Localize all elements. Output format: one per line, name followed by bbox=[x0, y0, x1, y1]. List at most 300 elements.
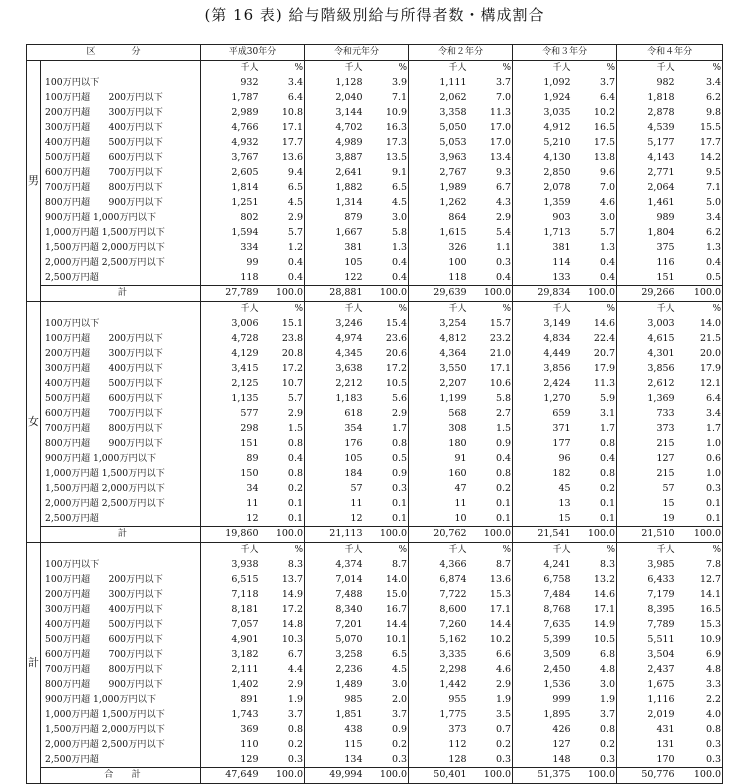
unit-count: 千人 bbox=[344, 304, 363, 315]
percent-cell: 9.8 bbox=[677, 106, 723, 121]
count-cell: 8,395 bbox=[647, 604, 675, 616]
total-count-cell: 50,776 bbox=[617, 768, 677, 784]
band-label: 800万円超 900万円以下 bbox=[41, 436, 201, 451]
percent-cell: 0.3 bbox=[677, 481, 723, 496]
count-cell: 659 bbox=[552, 407, 571, 419]
percent-cell: 17.5 bbox=[573, 136, 617, 151]
percent-cell: 0.8 bbox=[573, 722, 617, 737]
count-cell: 326 bbox=[448, 241, 467, 253]
total-percent-cell: 100.0 bbox=[261, 527, 305, 543]
count-cell: 105 bbox=[344, 256, 363, 268]
percent-cell: 0.8 bbox=[261, 722, 305, 737]
count-cell: 999 bbox=[552, 693, 571, 705]
count-cell: 91 bbox=[454, 452, 467, 464]
percent-cell: 0.2 bbox=[469, 737, 513, 752]
unit-row bbox=[27, 542, 723, 557]
unit-count: 千人 bbox=[552, 304, 571, 315]
table-row bbox=[27, 317, 723, 332]
count-cell: 1,128 bbox=[335, 77, 363, 89]
percent-cell: 3.5 bbox=[469, 707, 513, 722]
count-cell: 5,511 bbox=[647, 634, 675, 646]
percent-cell: 0.3 bbox=[261, 752, 305, 767]
total-count-cell: 49,994 bbox=[305, 768, 365, 784]
percent-cell: 14.1 bbox=[677, 588, 723, 603]
count-cell: 1,461 bbox=[647, 196, 675, 208]
percent-cell: 0.3 bbox=[469, 255, 513, 270]
count-cell: 3,258 bbox=[335, 648, 363, 660]
total-percent-cell: 100.0 bbox=[365, 527, 409, 543]
unit-count: 千人 bbox=[240, 304, 259, 315]
percent-cell: 14.8 bbox=[261, 618, 305, 633]
total-count-cell: 21,541 bbox=[513, 527, 573, 543]
band-label: 700万円超 800万円以下 bbox=[41, 180, 201, 195]
percent-cell: 14.9 bbox=[573, 618, 617, 633]
blank-cell bbox=[41, 60, 201, 75]
percent-cell: 10.1 bbox=[365, 633, 409, 648]
count-cell: 802 bbox=[240, 211, 259, 223]
count-cell: 7,057 bbox=[231, 619, 259, 631]
count-cell: 618 bbox=[344, 407, 363, 419]
percent-cell: 0.4 bbox=[261, 270, 305, 285]
table-row bbox=[27, 588, 723, 603]
count-cell: 381 bbox=[552, 241, 571, 253]
table-row bbox=[27, 752, 723, 767]
count-cell: 1,314 bbox=[335, 196, 363, 208]
total-count-cell: 19,860 bbox=[201, 527, 261, 543]
percent-cell: 0.2 bbox=[469, 481, 513, 496]
percent-cell: 0.4 bbox=[261, 255, 305, 270]
percent-cell: 6.4 bbox=[573, 91, 617, 106]
percent-cell: 23.2 bbox=[469, 332, 513, 347]
percent-cell: 2.9 bbox=[261, 407, 305, 422]
percent-cell: 17.0 bbox=[469, 121, 513, 136]
percent-cell: 3.4 bbox=[261, 76, 305, 91]
count-cell: 3,246 bbox=[335, 318, 363, 330]
percent-cell: 16.7 bbox=[365, 603, 409, 618]
percent-cell: 0.1 bbox=[365, 511, 409, 526]
year-header: 令和３年分 bbox=[513, 45, 617, 61]
percent-cell: 0.1 bbox=[469, 511, 513, 526]
percent-cell: 15.3 bbox=[469, 588, 513, 603]
total-count-cell: 28,881 bbox=[305, 286, 365, 302]
count-cell: 3,254 bbox=[439, 318, 467, 330]
count-cell: 8,181 bbox=[231, 604, 259, 616]
band-label: 1,500万円超 2,000万円以下 bbox=[41, 481, 201, 496]
table-row bbox=[27, 436, 723, 451]
percent-cell: 0.4 bbox=[573, 451, 617, 466]
total-row bbox=[27, 286, 723, 302]
unit-percent: % bbox=[365, 60, 409, 75]
table-row bbox=[27, 195, 723, 210]
percent-cell: 16.3 bbox=[365, 121, 409, 136]
percent-cell: 5.8 bbox=[365, 225, 409, 240]
percent-cell: 10.3 bbox=[261, 633, 305, 648]
count-cell: 864 bbox=[448, 211, 467, 223]
percent-cell: 5.8 bbox=[469, 392, 513, 407]
percent-cell: 20.6 bbox=[365, 347, 409, 362]
band-label: 2,000万円超 2,500万円以下 bbox=[41, 255, 201, 270]
percent-cell: 17.3 bbox=[365, 136, 409, 151]
table-row bbox=[27, 481, 723, 496]
count-cell: 134 bbox=[344, 753, 363, 765]
count-cell: 375 bbox=[656, 241, 675, 253]
percent-cell: 3.7 bbox=[469, 76, 513, 91]
count-cell: 6,433 bbox=[647, 574, 675, 586]
count-cell: 15 bbox=[558, 512, 571, 524]
percent-cell: 10.7 bbox=[261, 377, 305, 392]
total-row bbox=[27, 527, 723, 543]
count-cell: 129 bbox=[240, 753, 259, 765]
count-cell: 118 bbox=[240, 271, 259, 283]
percent-cell: 14.0 bbox=[365, 573, 409, 588]
percent-cell: 2.9 bbox=[469, 210, 513, 225]
total-count-cell: 29,639 bbox=[409, 286, 469, 302]
percent-cell: 15.1 bbox=[261, 317, 305, 332]
count-cell: 2,062 bbox=[439, 92, 467, 104]
percent-cell: 0.1 bbox=[261, 511, 305, 526]
total-percent-cell: 100.0 bbox=[573, 527, 617, 543]
percent-cell: 5.0 bbox=[677, 195, 723, 210]
percent-cell: 4.5 bbox=[365, 662, 409, 677]
percent-cell: 14.4 bbox=[365, 618, 409, 633]
percent-cell: 0.1 bbox=[677, 496, 723, 511]
percent-cell: 13.6 bbox=[469, 573, 513, 588]
percent-cell: 17.2 bbox=[261, 362, 305, 377]
band-label: 100万円以下 bbox=[41, 558, 201, 573]
percent-cell: 7.8 bbox=[677, 558, 723, 573]
count-cell: 215 bbox=[656, 437, 675, 449]
percent-cell: 3.7 bbox=[573, 76, 617, 91]
count-cell: 57 bbox=[350, 482, 363, 494]
total-count-cell: 21,510 bbox=[617, 527, 677, 543]
count-cell: 4,834 bbox=[543, 333, 571, 345]
count-cell: 3,149 bbox=[543, 318, 571, 330]
percent-cell: 17.2 bbox=[261, 603, 305, 618]
count-cell: 5,210 bbox=[543, 137, 571, 149]
percent-cell: 14.6 bbox=[573, 588, 617, 603]
percent-cell: 6.5 bbox=[261, 180, 305, 195]
percent-cell: 0.7 bbox=[469, 722, 513, 737]
kubun-header: 区 分 bbox=[27, 45, 201, 61]
table-row bbox=[27, 180, 723, 195]
band-label: 2,000万円超 2,500万円以下 bbox=[41, 737, 201, 752]
count-cell: 989 bbox=[656, 211, 675, 223]
count-cell: 4,989 bbox=[335, 137, 363, 149]
band-label: 900万円超 1,000万円以下 bbox=[41, 451, 201, 466]
count-cell: 2,064 bbox=[647, 181, 675, 193]
count-cell: 3,415 bbox=[231, 363, 259, 375]
unit-percent: % bbox=[261, 542, 305, 557]
year-header: 令和４年分 bbox=[617, 45, 723, 61]
band-label: 1,000万円超 1,500万円以下 bbox=[41, 225, 201, 240]
percent-cell: 6.6 bbox=[469, 648, 513, 663]
band-label: 400万円超 500万円以下 bbox=[41, 136, 201, 151]
count-cell: 1,111 bbox=[439, 77, 467, 89]
percent-cell: 6.4 bbox=[261, 91, 305, 106]
percent-cell: 3.4 bbox=[677, 210, 723, 225]
count-cell: 2,878 bbox=[647, 107, 675, 119]
count-cell: 369 bbox=[240, 723, 259, 735]
count-cell: 160 bbox=[448, 467, 467, 479]
percent-cell: 6.7 bbox=[261, 648, 305, 663]
percent-cell: 4.6 bbox=[573, 195, 617, 210]
percent-cell: 14.6 bbox=[573, 317, 617, 332]
percent-cell: 4.4 bbox=[261, 662, 305, 677]
percent-cell: 0.3 bbox=[469, 752, 513, 767]
band-label: 600万円超 700万円以下 bbox=[41, 407, 201, 422]
count-cell: 7,260 bbox=[439, 619, 467, 631]
count-cell: 1,814 bbox=[231, 181, 259, 193]
band-label: 1,500万円超 2,000万円以下 bbox=[41, 722, 201, 737]
percent-cell: 5.4 bbox=[469, 225, 513, 240]
percent-cell: 10.9 bbox=[677, 633, 723, 648]
count-cell: 1,989 bbox=[439, 181, 467, 193]
percent-cell: 2.9 bbox=[261, 210, 305, 225]
count-cell: 381 bbox=[344, 241, 363, 253]
table-row bbox=[27, 466, 723, 481]
percent-cell: 14.0 bbox=[677, 317, 723, 332]
percent-cell: 1.9 bbox=[261, 692, 305, 707]
percent-cell: 20.0 bbox=[677, 347, 723, 362]
percent-cell: 17.2 bbox=[365, 362, 409, 377]
percent-cell: 3.7 bbox=[261, 707, 305, 722]
count-cell: 2,019 bbox=[647, 708, 675, 720]
unit-count: 千人 bbox=[552, 63, 571, 74]
count-cell: 1,536 bbox=[543, 678, 571, 690]
percent-cell: 17.9 bbox=[573, 362, 617, 377]
percent-cell: 13.5 bbox=[365, 151, 409, 166]
count-cell: 105 bbox=[344, 452, 363, 464]
count-cell: 180 bbox=[448, 437, 467, 449]
band-label: 100万円超 200万円以下 bbox=[41, 91, 201, 106]
count-cell: 2,212 bbox=[335, 378, 363, 390]
unit-count: 千人 bbox=[656, 63, 675, 74]
table-row bbox=[27, 166, 723, 181]
count-cell: 3,887 bbox=[335, 152, 363, 164]
percent-cell: 4.8 bbox=[677, 662, 723, 677]
count-cell: 6,874 bbox=[439, 574, 467, 586]
count-cell: 7,014 bbox=[335, 574, 363, 586]
total-percent-cell: 100.0 bbox=[469, 527, 513, 543]
percent-cell: 0.8 bbox=[469, 466, 513, 481]
unit-count: 千人 bbox=[344, 63, 363, 74]
count-cell: 298 bbox=[240, 422, 259, 434]
count-cell: 2,424 bbox=[543, 378, 571, 390]
table-row bbox=[27, 151, 723, 166]
table-row bbox=[27, 332, 723, 347]
table-row bbox=[27, 421, 723, 436]
band-label: 1,000万円超 1,500万円以下 bbox=[41, 707, 201, 722]
count-cell: 2,437 bbox=[647, 663, 675, 675]
total-percent-cell: 100.0 bbox=[677, 527, 723, 543]
unit-count: 千人 bbox=[656, 304, 675, 315]
unit-percent: % bbox=[573, 542, 617, 557]
count-cell: 96 bbox=[558, 452, 571, 464]
table-row bbox=[27, 210, 723, 225]
count-cell: 1,667 bbox=[335, 226, 363, 238]
count-cell: 8,340 bbox=[335, 604, 363, 616]
percent-cell: 13.6 bbox=[261, 151, 305, 166]
count-cell: 7,722 bbox=[439, 589, 467, 601]
count-cell: 127 bbox=[656, 452, 675, 464]
table-row bbox=[27, 633, 723, 648]
percent-cell: 3.1 bbox=[573, 407, 617, 422]
unit-percent: % bbox=[469, 301, 513, 316]
count-cell: 19 bbox=[662, 512, 675, 524]
band-label: 600万円超 700万円以下 bbox=[41, 648, 201, 663]
total-percent-cell: 100.0 bbox=[469, 286, 513, 302]
total-count-cell: 27,789 bbox=[201, 286, 261, 302]
table-row bbox=[27, 255, 723, 270]
count-cell: 3,035 bbox=[543, 107, 571, 119]
percent-cell: 7.0 bbox=[573, 180, 617, 195]
table-row bbox=[27, 106, 723, 121]
band-label: 1,000万円超 1,500万円以下 bbox=[41, 466, 201, 481]
band-label: 200万円超 300万円以下 bbox=[41, 347, 201, 362]
count-cell: 932 bbox=[240, 77, 259, 89]
percent-cell: 2.9 bbox=[469, 677, 513, 692]
percent-cell: 10.5 bbox=[365, 377, 409, 392]
percent-cell: 0.1 bbox=[365, 496, 409, 511]
percent-cell: 0.4 bbox=[573, 270, 617, 285]
count-cell: 955 bbox=[448, 693, 467, 705]
count-cell: 112 bbox=[448, 738, 467, 750]
count-cell: 2,612 bbox=[647, 378, 675, 390]
percent-cell: 17.7 bbox=[261, 136, 305, 151]
percent-cell: 9.6 bbox=[573, 166, 617, 181]
table-row bbox=[27, 662, 723, 677]
count-cell: 3,335 bbox=[439, 648, 467, 660]
percent-cell: 20.8 bbox=[261, 347, 305, 362]
count-cell: 7,488 bbox=[335, 589, 363, 601]
percent-cell: 3.7 bbox=[365, 707, 409, 722]
count-cell: 7,789 bbox=[647, 619, 675, 631]
unit-row bbox=[27, 301, 723, 316]
count-cell: 177 bbox=[552, 437, 571, 449]
count-cell: 57 bbox=[662, 482, 675, 494]
year-header: 令和２年分 bbox=[409, 45, 513, 61]
percent-cell: 3.0 bbox=[365, 677, 409, 692]
count-cell: 4,449 bbox=[543, 348, 571, 360]
percent-cell: 15.7 bbox=[469, 317, 513, 332]
percent-cell: 1.7 bbox=[573, 421, 617, 436]
count-cell: 3,509 bbox=[543, 648, 571, 660]
count-cell: 4,912 bbox=[543, 122, 571, 134]
percent-cell: 0.8 bbox=[677, 722, 723, 737]
percent-cell: 3.4 bbox=[677, 76, 723, 91]
count-cell: 2,125 bbox=[231, 378, 259, 390]
table-row bbox=[27, 573, 723, 588]
band-label: 2,500万円超 bbox=[41, 270, 201, 285]
count-cell: 1,743 bbox=[231, 708, 259, 720]
band-label: 2,500万円超 bbox=[41, 752, 201, 767]
count-cell: 131 bbox=[656, 738, 675, 750]
percent-cell: 0.5 bbox=[677, 270, 723, 285]
percent-cell: 23.8 bbox=[261, 332, 305, 347]
count-cell: 5,177 bbox=[647, 137, 675, 149]
band-label: 2,000万円超 2,500万円以下 bbox=[41, 496, 201, 511]
count-cell: 3,358 bbox=[439, 107, 467, 119]
band-label: 900万円超 1,000万円以下 bbox=[41, 210, 201, 225]
count-cell: 3,504 bbox=[647, 648, 675, 660]
percent-cell: 0.3 bbox=[365, 481, 409, 496]
percent-cell: 3.0 bbox=[365, 210, 409, 225]
count-cell: 5,399 bbox=[543, 634, 571, 646]
percent-cell: 0.8 bbox=[573, 466, 617, 481]
total-label: 計 bbox=[41, 286, 201, 302]
count-cell: 127 bbox=[552, 738, 571, 750]
count-cell: 1,116 bbox=[647, 693, 675, 705]
percent-cell: 6.5 bbox=[365, 648, 409, 663]
percent-cell: 0.4 bbox=[261, 451, 305, 466]
table-row bbox=[27, 451, 723, 466]
count-cell: 4,728 bbox=[231, 333, 259, 345]
total-percent-cell: 100.0 bbox=[573, 768, 617, 784]
count-cell: 2,040 bbox=[335, 92, 363, 104]
count-cell: 170 bbox=[656, 753, 675, 765]
percent-cell: 12.7 bbox=[677, 573, 723, 588]
total-count-cell: 20,762 bbox=[409, 527, 469, 543]
count-cell: 4,241 bbox=[543, 559, 571, 571]
count-cell: 99 bbox=[246, 256, 259, 268]
count-cell: 4,374 bbox=[335, 559, 363, 571]
percent-cell: 10.8 bbox=[261, 106, 305, 121]
percent-cell: 17.1 bbox=[573, 603, 617, 618]
count-cell: 1,882 bbox=[335, 181, 363, 193]
percent-cell: 0.2 bbox=[573, 481, 617, 496]
percent-cell: 3.7 bbox=[573, 707, 617, 722]
band-label: 300万円超 400万円以下 bbox=[41, 362, 201, 377]
percent-cell: 1.0 bbox=[677, 466, 723, 481]
count-cell: 5,053 bbox=[439, 137, 467, 149]
count-cell: 982 bbox=[656, 77, 675, 89]
count-cell: 12 bbox=[246, 512, 259, 524]
band-label: 600万円超 700万円以下 bbox=[41, 166, 201, 181]
table-row bbox=[27, 496, 723, 511]
count-cell: 7,118 bbox=[231, 589, 259, 601]
percent-cell: 1.3 bbox=[365, 240, 409, 255]
unit-percent: % bbox=[573, 60, 617, 75]
count-cell: 1,924 bbox=[543, 92, 571, 104]
count-cell: 1,775 bbox=[439, 708, 467, 720]
band-label: 2,500万円超 bbox=[41, 511, 201, 526]
table-row bbox=[27, 121, 723, 136]
count-cell: 2,236 bbox=[335, 663, 363, 675]
unit-count: 千人 bbox=[448, 63, 467, 74]
percent-cell: 0.4 bbox=[573, 255, 617, 270]
total-row bbox=[27, 768, 723, 784]
count-cell: 4,539 bbox=[647, 122, 675, 134]
count-cell: 373 bbox=[656, 422, 675, 434]
band-label: 700万円超 800万円以下 bbox=[41, 662, 201, 677]
percent-cell: 2.7 bbox=[469, 407, 513, 422]
percent-cell: 4.6 bbox=[469, 662, 513, 677]
percent-cell: 0.8 bbox=[261, 436, 305, 451]
count-cell: 1,183 bbox=[335, 393, 363, 405]
count-cell: 5,050 bbox=[439, 122, 467, 134]
percent-cell: 0.8 bbox=[261, 466, 305, 481]
percent-cell: 17.1 bbox=[469, 362, 513, 377]
table-row bbox=[27, 270, 723, 285]
count-cell: 1,270 bbox=[543, 393, 571, 405]
count-cell: 4,130 bbox=[543, 152, 571, 164]
count-cell: 1,262 bbox=[439, 196, 467, 208]
percent-cell: 3.3 bbox=[677, 677, 723, 692]
band-label: 800万円超 900万円以下 bbox=[41, 195, 201, 210]
percent-cell: 6.8 bbox=[573, 648, 617, 663]
percent-cell: 9.5 bbox=[677, 166, 723, 181]
band-label: 300万円超 400万円以下 bbox=[41, 121, 201, 136]
